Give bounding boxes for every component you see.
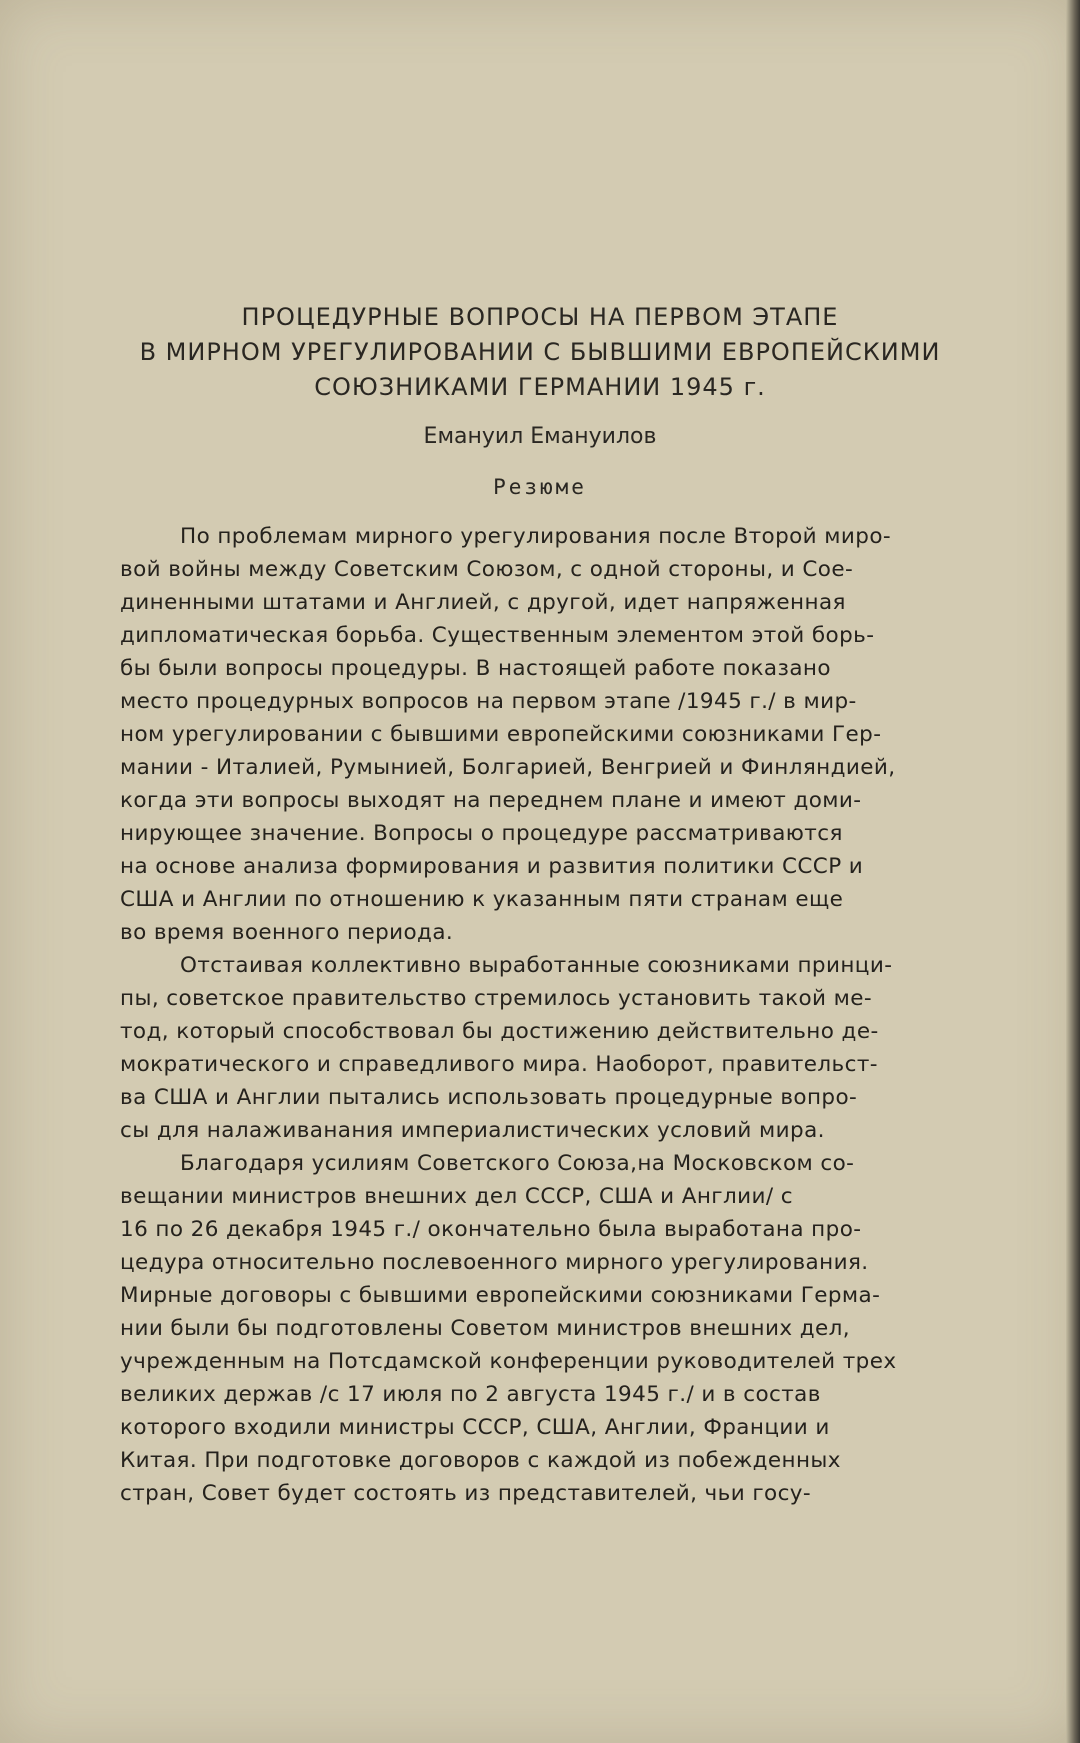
text-line: Мирные договоры с бывшими европейскими союзниками Герма- (120, 1283, 881, 1308)
summary-heading: Резюме (493, 475, 587, 499)
text-line: Отстаивая коллективно выработанные союзниками принци- (180, 953, 893, 978)
text-line: диненными штатами и Англией, с другой, идет напряженная (120, 590, 846, 615)
text-line: 16 по 26 декабря 1945 г./ окончательно была выработана про- (120, 1217, 862, 1242)
text-line: учрежденным на Потсдамской конференции руководителей трех (120, 1349, 897, 1374)
text-line: во время военного периода. (120, 920, 454, 945)
title-line: СОЮЗНИКАМИ ГЕРМАНИИ 1945 г. (314, 373, 766, 401)
text-line: ном урегулировании с бывшими европейскими союзниками Гер- (120, 722, 882, 747)
text-line: ва США и Англии пытались использовать процедурные вопро- (120, 1085, 858, 1110)
text-line: которого входили министры СССР, США, Англии, Франции и (120, 1415, 830, 1440)
text-line: место процедурных вопросов на первом этапе /1945 г./ в мир- (120, 689, 857, 714)
title-line: В МИРНОМ УРЕГУЛИРОВАНИИ С БЫВШИМИ ЕВРОПЕЙСКИМИ (139, 338, 941, 366)
text-line: мании - Италией, Румынией, Болгарией, Венгрией и Финляндией, (120, 755, 896, 780)
author-name: Емануил Емануилов (423, 424, 657, 449)
title-line: ПРОЦЕДУРНЫЕ ВОПРОСЫ НА ПЕРВОМ ЭТАПЕ (241, 303, 839, 331)
text-line: пы, советское правительство стремилось установить такой ме- (120, 986, 873, 1011)
text-line: вещании министров внешних дел СССР, США и Англии/ с (120, 1184, 793, 1209)
text-line: сы для налаживанания империалистических условий мира. (120, 1118, 825, 1143)
text-line: дипломатическая борьба. Существенным элементом этой борь- (120, 623, 875, 648)
text-line: бы были вопросы процедуры. В настоящей работе показано (120, 656, 831, 681)
text-line: США и Англии по отношению к указанным пяти странам еще (120, 887, 844, 912)
text-line: цедура относительно послевоенного мирного урегулирования. (120, 1250, 869, 1275)
text-line: мократического и справедливого мира. Наоборот, правительст- (120, 1052, 878, 1077)
text-line: на основе анализа формирования и развития политики СССР и (120, 854, 864, 879)
text-line: нирующее значение. Вопросы о процедуре рассматриваются (120, 821, 843, 846)
text-line: Благодаря усилиям Советского Союза,на Московском со- (180, 1151, 855, 1176)
text-line: нии были бы подготовлены Советом министров внешних дел, (120, 1316, 850, 1341)
text-line: По проблемам мирного урегулирования после Второй миро- (180, 524, 892, 549)
page-edge-shadow (1066, 0, 1080, 1743)
text-line: стран, Совет будет состоять из представителей, чьи госу- (120, 1481, 812, 1506)
text-line: великих держав /с 17 июля по 2 августа 1945 г./ и в состав (120, 1382, 821, 1407)
text-line: Китая. При подготовке договоров с каждой из побежденных (120, 1448, 841, 1473)
text-line: вой войны между Советским Союзом, с одной стороны, и Сое- (120, 557, 854, 582)
text-line: тод, который способствовал бы достижению действительно де- (120, 1019, 879, 1044)
text-line: когда эти вопросы выходят на переднем плане и имеют доми- (120, 788, 862, 813)
article-title (0, 300, 1080, 405)
summary-body (120, 520, 1022, 1510)
